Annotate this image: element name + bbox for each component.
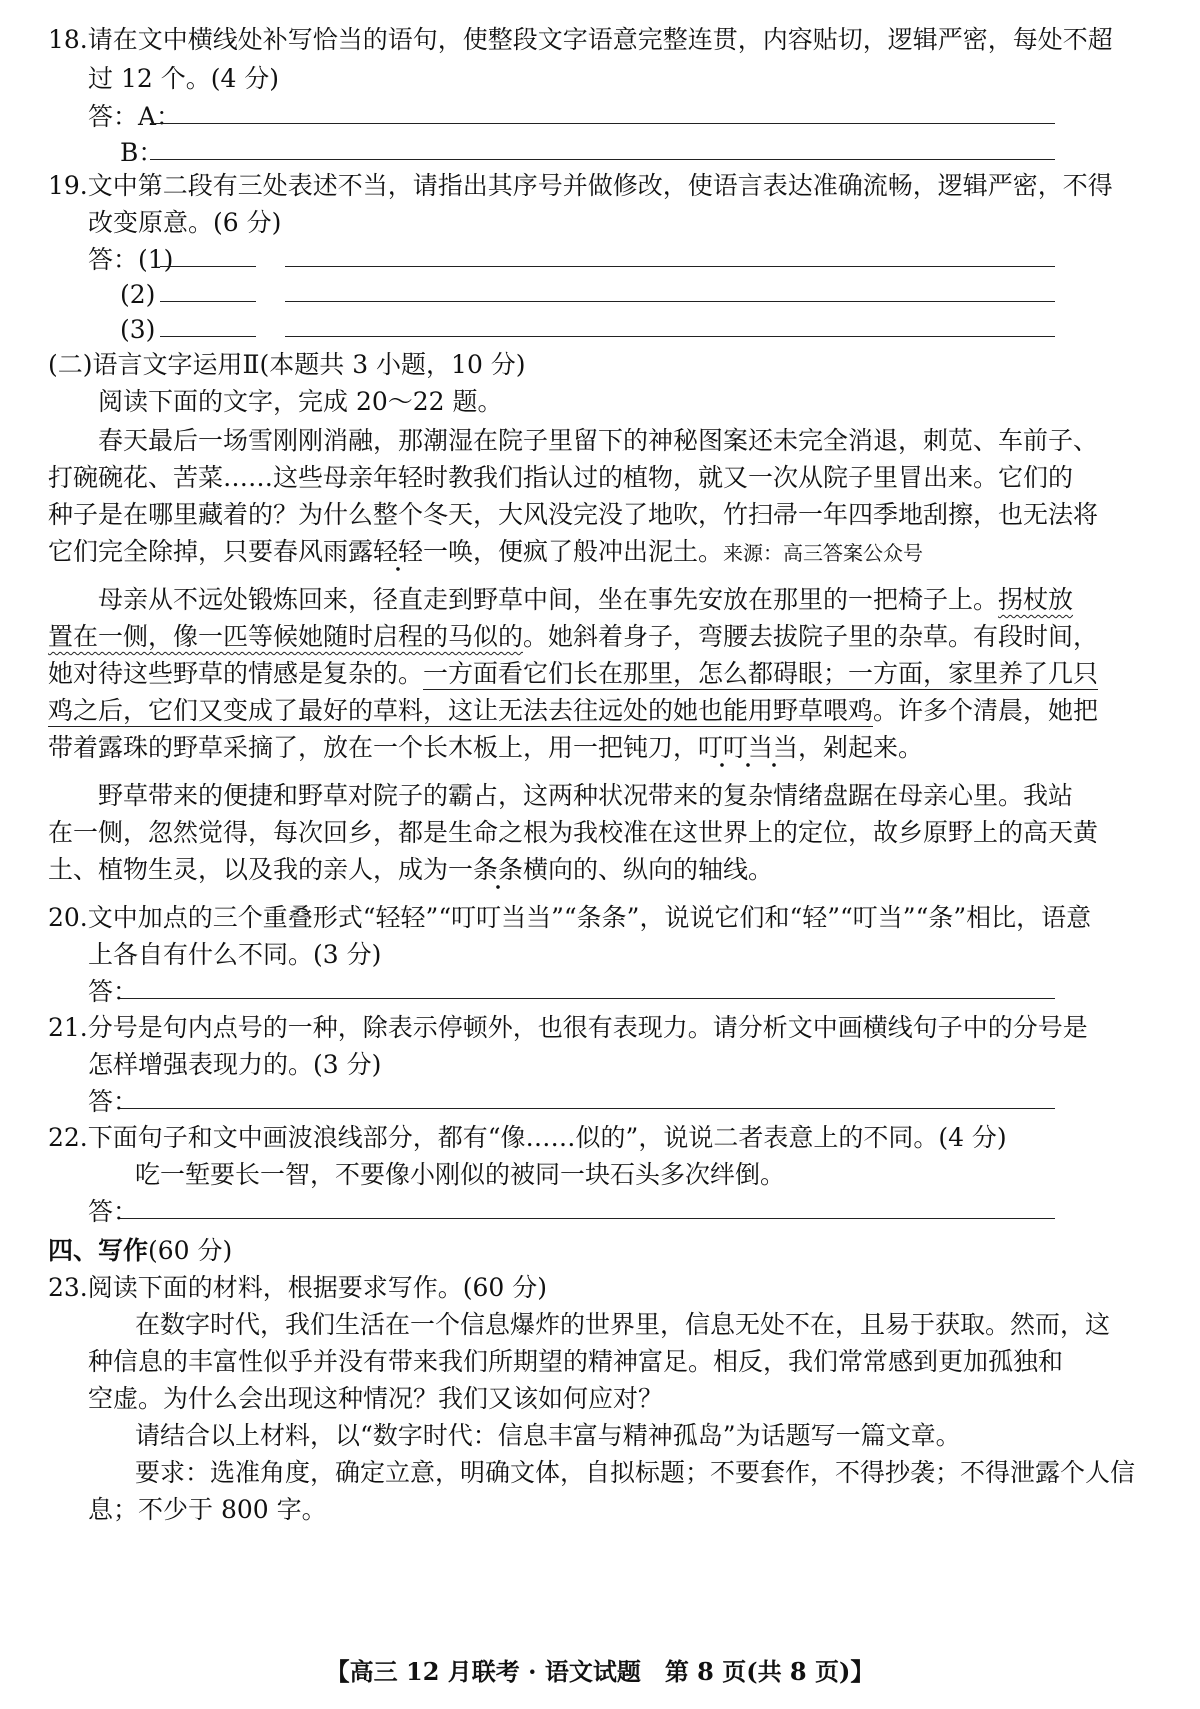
source-watermark-text: 来源：高三答案公众号 [723,541,924,565]
q22-example-sentence: 吃一堑要长一智，不要像小刚似的被同一块石头多次绊倒。 [135,1160,786,1189]
dotted-word-tiaotiao: 条条 [473,855,524,884]
q18-answer-a-label: 答：A： [88,102,182,131]
q22-answer-label: 答： [88,1197,139,1226]
q20-answer-label: 答： [88,977,139,1006]
q19-answer-1-blank[interactable] [285,266,1055,267]
passage-p1-line2: 打碗碗花、苦菜……这些母亲年轻时教我们指认过的植物，就又一次从院子里冒出来。它们的 [48,463,1074,492]
q18-line2: 过 12 个。(4 分) [88,64,280,93]
page-footer: 【高三 12 月联考 · 语文试题 第 8 页(共 8 页)】 [325,1657,875,1686]
q20-line1: 20.文中加点的三个重叠形式“轻轻”“叮叮当当”“条条”，说说它们和“轻”“叮当”“条”相比，语意 [48,903,1092,932]
q19-answer-1-index-blank[interactable] [160,266,256,267]
dotted-word-dingdingdangdang: 叮叮当当 [698,733,799,762]
section-language-use-2-heading: (二)语言文字运用Ⅱ(本题共 3 小题，10 分) [48,350,526,379]
q19-answer-3-index-blank[interactable] [160,336,256,337]
q23-material-line2: 种信息的丰富性似乎并没有带来我们所期望的精神富足。相反，我们常常感到更加孤独和 [88,1347,1064,1376]
q18-answer-b-label: B： [120,138,164,167]
q22-line1: 22.下面句子和文中画波浪线部分，都有“像……似的”，说说二者表意上的不同。(4 分) [48,1123,1007,1152]
q21-answer-blank[interactable] [120,1108,1055,1109]
q20-line2: 上各自有什么不同。(3 分) [88,940,382,969]
wavy-underline-part2: 置在一侧，像一匹等候她随时启程的马似的 [48,622,524,651]
q18-answer-a-blank[interactable] [150,123,1055,124]
passage-p3-line1: 野草带来的便捷和野草对院子的霸占，这两种状况带来的复杂情绪盘踞在母亲心里。我站 [98,781,1074,810]
q23-material-line1: 在数字时代，我们生活在一个信息爆炸的世界里，信息无处不在，且易于获取。然而，这 [135,1310,1111,1339]
q23-requirements-line1: 要求：选准角度，确定立意，明确文体，自拟标题；不要套作，不得抄袭；不得泄露个人信 [135,1458,1136,1487]
q20-answer-blank[interactable] [120,998,1055,999]
q19-answer-1-label: 答：(1) [88,245,174,274]
passage-p1-line3: 种子是在哪里藏着的？为什么整个冬天，大风没完没了地吹，竹扫帚一年四季地刮擦，也无法将 [48,500,1099,529]
q19-answer-2-blank[interactable] [285,301,1055,302]
q19-answer-3-blank[interactable] [285,336,1055,337]
q21-line2: 怎样增强表现力的。(3 分) [88,1050,382,1079]
passage-p2-line3: 她对待这些野草的情感是复杂的。一方面看它们长在那里，怎么都碍眼；一方面，家里养了几只 [48,659,1099,688]
underlined-sentence-part1: 一方面看它们长在那里，怎么都碍眼；一方面，家里养了几只 [423,659,1099,688]
q19-line2: 改变原意。(6 分) [88,208,282,237]
q21-line1: 21.分号是句内点号的一种，除表示停顿外，也很有表现力。请分析文中画横线句子中的分号是 [48,1013,1088,1042]
q22-answer-blank[interactable] [120,1218,1055,1219]
q19-answer-2-index-blank[interactable] [160,301,256,302]
q23-requirements-line2: 息；不少于 800 字。 [88,1495,327,1524]
passage-p2-line4: 鸡之后，它们又变成了最好的草料，这让无法去往远处的她也能用野草喂鸡。许多个清晨，她把 [48,696,1099,725]
passage-p1-line4: 它们完全除掉，只要春风雨露轻轻一唤，便疯了般冲出泥土。来源：高三答案公众号 [48,537,924,566]
underlined-sentence-part2: 鸡之后，它们又变成了最好的草料，这让无法去往远处的她也能用野草喂鸡 [48,696,874,725]
q21-answer-label: 答： [88,1087,139,1116]
wavy-underline-part1: 拐杖放 [998,585,1074,614]
dotted-word-qingqing: 轻轻 [373,537,424,566]
passage-p3-line3: 土、植物生灵，以及我的亲人，成为一条条横向的、纵向的轴线。 [48,855,774,884]
q23-topic-line: 请结合以上材料，以“数字时代：信息丰富与精神孤岛”为话题写一篇文章。 [135,1421,961,1450]
passage-p2-line5: 带着露珠的野草采摘了，放在一个长木板上，用一把钝刀，叮叮当当，剁起来。 [48,733,924,762]
q23-material-line3: 空虚。为什么会出现这种情况？我们又该如何应对？ [88,1384,664,1413]
q19-answer-2-label: (2) [120,280,156,309]
q19-line1: 19.文中第二段有三处表述不当，请指出其序号并做修改，使语言表达准确流畅，逻辑严密，不得 [48,171,1113,200]
passage-p2-line2: 置在一侧，像一匹等候她随时启程的马似的。她斜着身子，弯腰去拔院子里的杂草。有段时间， [48,622,1099,651]
section2-instruction: 阅读下面的文字，完成 20～22 题。 [98,387,503,416]
q18-line1: 18.请在文中横线处补写恰当的语句，使整段文字语意完整连贯，内容贴切，逻辑严密，每处不超 [48,25,1113,54]
passage-p2-line1: 母亲从不远处锻炼回来，径直走到野草中间，坐在事先安放在那里的一把椅子上。拐杖放 [98,585,1074,614]
passage-p1-line1: 春天最后一场雪刚刚消融，那潮湿在院子里留下的神秘图案还未完全消退，刺苋、车前子、 [98,426,1099,455]
q18-answer-b-blank[interactable] [150,159,1055,160]
q19-answer-3-label: (3) [120,315,156,344]
section-writing-heading: 四、写作(60 分) [48,1236,233,1265]
passage-p3-line2: 在一侧，忽然觉得，每次回乡，都是生命之根为我校准在这世界上的定位，故乡原野上的高天黄 [48,818,1099,847]
q23-line1: 23.阅读下面的材料，根据要求写作。(60 分) [48,1273,548,1302]
